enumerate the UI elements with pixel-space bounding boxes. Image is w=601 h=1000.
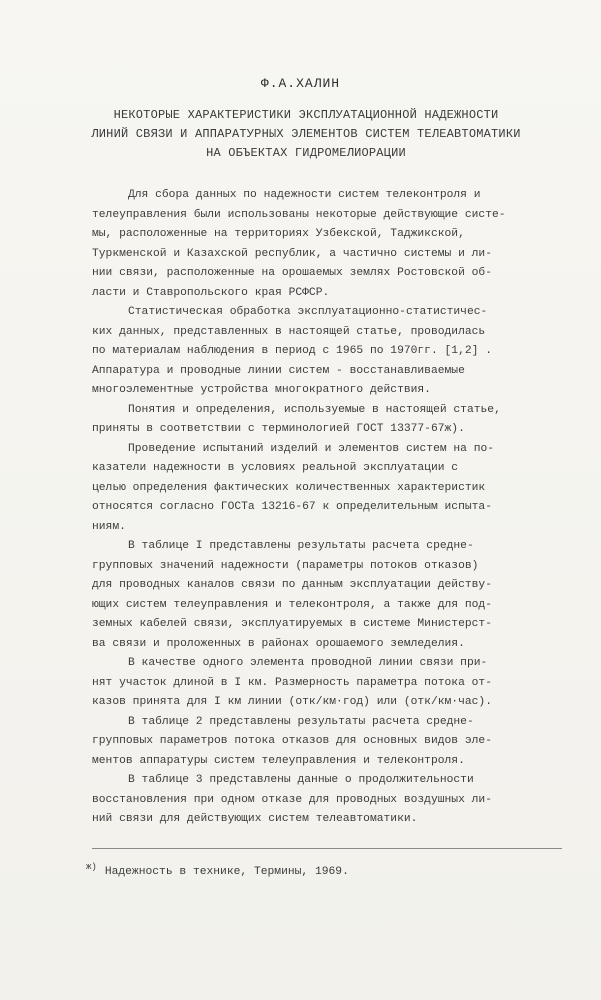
author-name: Ф.А.ХАЛИН	[260, 76, 341, 91]
body-line: нии связи, расположенные на орошаемых землях Ростовской об-	[92, 267, 492, 279]
footnote-mark: ж)	[86, 862, 97, 872]
body-line: Для сбора данных по надежности систем телеконтроля и	[128, 189, 481, 201]
footnote-text: Надежность в технике, Термины, 1969.	[104, 865, 349, 878]
body-line: приняты в соответствии с терминологией ГОСТ 13377-67ж).	[92, 423, 465, 435]
document-title	[86, 106, 526, 163]
body-line: В таблице I представлены результаты расчета средне-	[128, 540, 474, 552]
body-line: Понятия и определения, используемые в настоящей статье,	[128, 403, 501, 416]
body-line: ниям.	[92, 520, 126, 533]
body-line: восстановления при одном отказе для проводных воздушных ли-	[92, 793, 492, 806]
body-line: Туркменской и Казахской республик, а частично системы и ли-	[92, 247, 492, 260]
body-line: по материалам наблюдения в период с 1965 по 1970гг. [1,2] .	[92, 345, 492, 357]
body-line: В таблице 3 представлены данные о продолжительности	[128, 774, 474, 786]
body-line: казов принята для I км линии (отк/км·год) или (отк/км·час).	[92, 696, 492, 708]
body-line: целью определения фактических количественных характеристик	[92, 481, 486, 494]
body-line: Проведение испытаний изделий и элементов систем на по-	[128, 442, 495, 455]
body-line: групповых значений надежности (параметры потоков отказов)	[92, 559, 479, 572]
body-line: казатели надежности в условиях реальной эксплуатации с	[92, 462, 459, 474]
body-line: ний связи для действующих систем телеавтоматики.	[92, 813, 418, 825]
body-line: ментов аппаратуры систем телеуправления и телеконтроля.	[92, 754, 465, 767]
body-line: нят участок длиной в I км. Размерность параметра потока от-	[92, 676, 492, 689]
footnote-divider	[92, 848, 562, 849]
body-line: ласти и Ставропольского края РСФСР.	[92, 286, 330, 299]
title-line: НЕКОТОРЫЕ ХАРАКТЕРИСТИКИ ЭКСПЛУАТАЦИОННОЙ НАДЕЖНОСТИ	[113, 108, 499, 122]
body-text	[92, 186, 572, 830]
body-line: групповых параметров потока отказов для основных видов эле-	[92, 735, 492, 747]
body-line: В качестве одного элемента проводной линии связи при-	[128, 657, 488, 669]
body-line: ва связи и проложенных в районах орошаемого земледелия.	[92, 637, 465, 650]
body-line: ющих систем телеуправления и телеконтроля, а также для под-	[92, 598, 492, 611]
body-line: телеуправления были использованы некоторые действующие систе-	[92, 208, 506, 221]
body-line: относятся согласно ГОСТа 13216-67 к определительным испыта-	[92, 501, 492, 513]
body-line: мы, расположенные на территориях Узбекской, Таджикской,	[92, 228, 465, 240]
body-line: В таблице 2 представлены результаты расчета средне-	[128, 715, 474, 728]
body-line: многоэлементные устройства многократного действия.	[92, 384, 431, 396]
footnote	[86, 858, 349, 881]
title-line: ЛИНИЙ СВЯЗИ И АППАРАТУРНЫХ ЭЛЕМЕНТОВ СИСТЕМ ТЕЛЕАВТОМАТИКИ	[91, 127, 521, 141]
body-line: для проводных каналов связи по данным эксплуатации действу-	[92, 579, 492, 591]
body-line: Статистическая обработка эксплуатационно-статистичес-	[128, 306, 488, 318]
body-line: Аппаратура и проводные линии систем - восстанавливаемые	[92, 364, 465, 377]
title-line: НА ОБЪЕКТАХ ГИДРОМЕЛИОРАЦИИ	[206, 146, 406, 160]
body-line: ких данных, представленных в настоящей статье, проводилась	[92, 325, 486, 338]
body-line: земных кабелей связи, эксплуатируемых в системе Министерст-	[92, 618, 492, 630]
